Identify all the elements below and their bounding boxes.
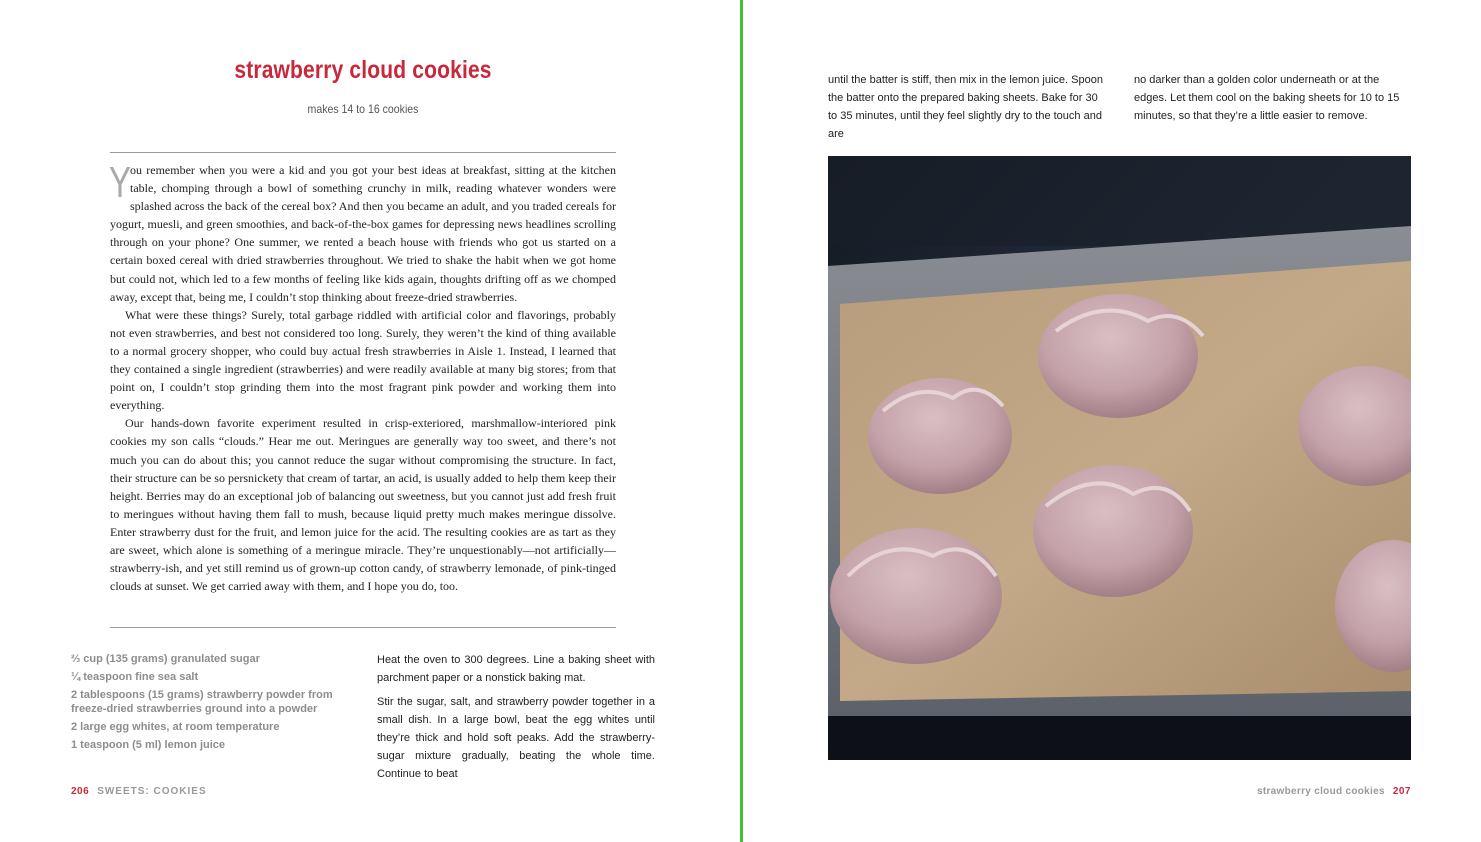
method-step: Stir the sugar, salt, and strawberry powder together in a small dish. In a large bowl, beat the egg whites until they’re thick and hold soft peaks. Add the strawberry-sugar mixture gradually, beating the whole time. Continue to beat xyxy=(377,696,655,780)
folio-right xyxy=(1257,786,1411,797)
ingredient-item: 2 tablespoons (15 grams) strawberry powder from freeze-dried strawberries ground into a powder xyxy=(71,689,333,715)
ingredient-item: 1 teaspoon (5 ml) lemon juice xyxy=(71,739,226,751)
recipe-yield: makes 14 to 16 cookies xyxy=(307,102,419,116)
cookie xyxy=(1033,465,1193,597)
method-steps xyxy=(377,651,655,789)
cookie xyxy=(868,378,1012,494)
drop-cap: Y xyxy=(109,158,132,207)
headnote-paragraph: Y ou remember when you were a kid and you got your best ideas at breakfast, sitting at the kitchen table, chomping through a bowl of something crunchy in milk, reading whatever wonders were splashed across the back of the cereal box? And then you became an adult, and you traded cereals for yogurt, muesli, and green smoothies, and back-of-the-box games for depressing news headlines scrolling through on your phone? One summer, we rented a beach house with friends who got us started on a certain boxed cereal with dried strawberries throughout. We tried to shake the habit when we got home but could not, which led to a few months of feeling like kids again, thoughts drifting off as we chomped away, except that, being me, I couldn’t stop thinking about freeze-dried strawberries. xyxy=(109,158,616,304)
folio-left xyxy=(71,786,207,797)
ingredient-item: ¼ teaspoon fine sea salt xyxy=(71,671,199,683)
recipe-title: strawberry cloud cookies xyxy=(234,56,492,84)
method-continued-column-1 xyxy=(828,71,1106,143)
method-step: until the batter is stiff, then mix in the lemon juice. Spoon the batter onto the prepared baking sheets. Bake for 30 to 35 minutes, until they feel slightly dry to the touch and are xyxy=(828,74,1103,140)
headnote-rule-bottom xyxy=(110,627,616,628)
ingredient-list xyxy=(71,652,336,756)
headnote-rule-top xyxy=(110,152,616,153)
method-continued-column-2 xyxy=(1134,71,1412,125)
headnote-paragraph: Our hands-down favorite experiment resulted in crisp-exteriored, marshmallow-interiored pink cookies my son calls “clouds.” Hear me out. Meringues are generally way too sweet, and there’s not much you can do about this; you cannot reduce the sugar without compromising the structure. In fact, their structure can be so persnickety that cream of tartar, an acid, is usually added to help them keep their height. Berries may do an exceptional job of balancing out sweetness, but you cannot just add fresh fruit to meringues without having them fall to mush, because liquid pretty much makes meringue dissolve. Enter strawberry dust for the fruit, and lemon juice for the acid. The resulting cookies are as tart as they are sweet, which alone is something of a meringue miracle. They’re unquestionably—not artificially—strawberry-ish, and yet still remind us of grown-up cotton candy, of strawberry lemonade, of pink-tinged clouds at sunset. We get carried away with them, and I hope you do, too. xyxy=(110,416,616,594)
method-step: no darker than a golden color underneath or at the edges. Let them cool on the baking sheets for 10 to 15 minutes, so that they’re a little easier to remove. xyxy=(1134,74,1400,122)
headnote-paragraph: What were these things? Surely, total garbage riddled with artificial color and flavorings, probably not even strawberries, and best not considered too long. Surely, they weren’t the kind of thing available to a normal grocery shopper, who could buy actual fresh strawberries in Aisle 1. Instead, I learned that they contained a single ingredient (strawberries) and were readily available at many big stores; from that point on, I couldn’t stop grinding them into the most fragrant pink powder and working them into everything. xyxy=(110,307,616,413)
page-number: 206 xyxy=(71,786,90,797)
cookies-photo xyxy=(828,156,1411,760)
page-number: 207 xyxy=(1392,786,1411,797)
method-step: Heat the oven to 300 degrees. Line a baking sheet with parchment paper or a nonstick baking mat. xyxy=(377,654,655,684)
ingredient-item: 2 large egg whites, at room temperature xyxy=(71,721,280,733)
headnote xyxy=(109,158,616,595)
running-head: strawberry cloud cookies xyxy=(1257,786,1385,797)
section-name: SWEETS: COOKIES xyxy=(97,786,207,797)
ingredient-item: ⅔ cup (135 grams) granulated sugar xyxy=(71,653,260,665)
cookie xyxy=(830,528,1002,664)
left-page xyxy=(0,0,740,842)
